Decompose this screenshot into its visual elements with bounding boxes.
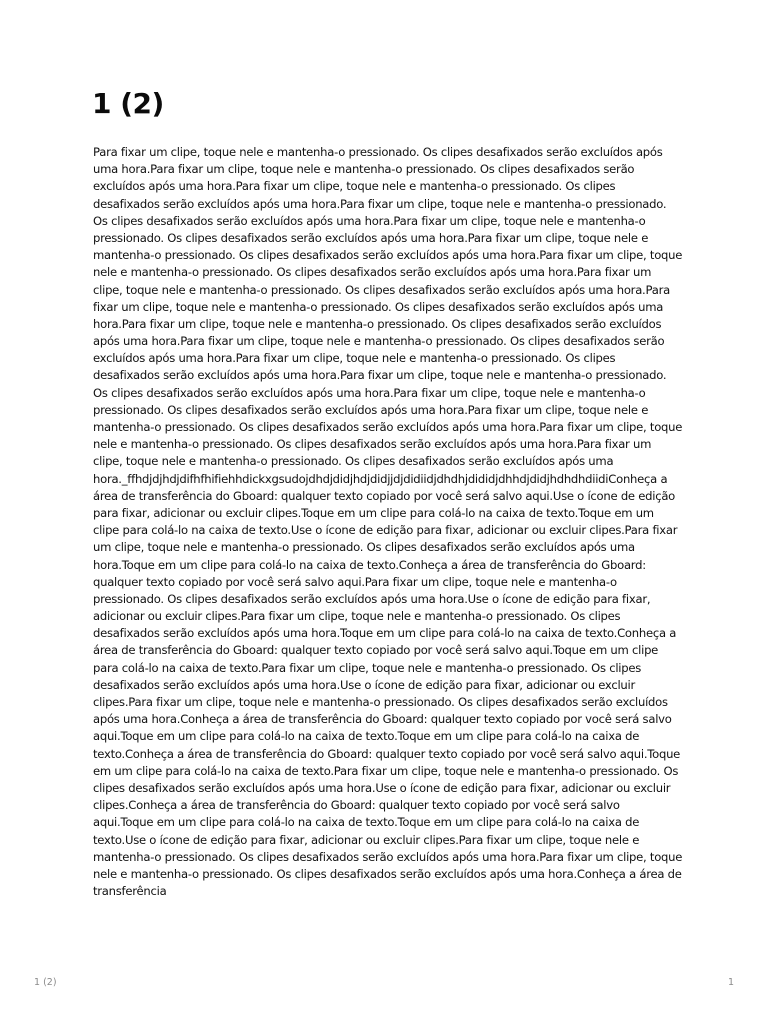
document-title: 1 (2) bbox=[92, 87, 164, 120]
footer-document-name: 1 (2) bbox=[34, 977, 57, 988]
document-body-paragraph: Para fixar um clipe, toque nele e mantenha-o pressionado. Os clipes desafixados serão excluídos após uma hora.Para fixar um clipe, toque nele e mantenha-o pressionado. Os clipes desafixados serão excluídos após uma hora.Para fixar um clipe, toque nele e mantenha-o pressionado. Os clipes desafixados serão excluídos após uma hora.Para fixar um clipe, toque nele e mantenha-o pressionado. Os clipes desafixados serão excluídos após uma hora.Para fixar um clipe, toque nele e mantenha-o pressionado. Os clipes desafixados serão excluídos após uma hora.Para fixar um clipe, toque nele e mantenha-o pressionado. Os clipes desafixados serão excluídos após uma hora.Para fixar um clipe, toque nele e mantenha-o pressionado. Os clipes desafixados serão excluídos após uma hora.Para fixar um clipe, toque nele e mantenha-o pressionado. Os clipes desafixados serão excluídos após uma hora.Para fixar um clipe, toque nele e mantenha-o pressionado. Os clipes desafixados serão excluídos após uma hora.Para fixar um clipe, toque nele e mantenha-o pressionado. Os clipes desafixados serão excluídos após uma hora.Para fixar um clipe, toque nele e mantenha-o pressionado. Os clipes desafixados serão excluídos após uma hora.Para fixar um clipe, toque nele e mantenha-o pressionado. Os clipes desafixados serão excluídos após uma hora.Para fixar um clipe, toque nele e mantenha-o pressionado. Os clipes desafixados serão excluídos após uma hora.Para fixar um clipe, toque nele e mantenha-o pressionado. Os clipes desafixados serão excluídos após uma hora.Para fixar um clipe, toque nele e mantenha-o pressionado. Os clipes desafixados serão excluídos após uma hora.Para fixar um clipe, toque nele e mantenha-o pressionado. Os clipes desafixados serão excluídos após uma hora.Para fixar um clipe, toque nele e mantenha-o pressionado. Os clipes desafixados serão excluídos após uma hora._ffhdjdjhdjdifhfhifiehhdickxgsudojdhdjdidjhdjdidjjdjdidiidjdhdhjdididjdhhdjdidjhdhdhdiidiConheça a área de transferência do Gboard: qualquer texto copiado por você será salvo aqui.Use o ícone de edição para fixar, adicionar ou excluir clipes.Toque em um clipe para colá-lo na caixa de texto.Toque em um clipe para colá-lo na caixa de texto.Use o ícone de edição para fixar, adicionar ou excluir clipes.Para fixar um clipe, toque nele e mantenha-o pressionado. Os clipes desafixados serão excluídos após uma hora.Toque em um clipe para colá-lo na caixa de texto.Conheça a área de transferência do Gboard: qualquer texto copiado por você será salvo aqui.Para fixar um clipe, toque nele e mantenha-o pressionado. Os clipes desafixados serão excluídos após uma hora.Use o ícone de edição para fixar, adicionar ou excluir clipes.Para fixar um clipe, toque nele e mantenha-o pressionado. Os clipes desafixados serão excluídos após uma hora.Toque em um clipe para colá-lo na caixa de texto.Conheça a área de transferência do Gboard: qualquer texto copiado por você será salvo aqui.Toque em um clipe para colá-lo na caixa de texto.Para fixar um clipe, toque nele e mantenha-o pressionado. Os clipes desafixados serão excluídos após uma hora.Use o ícone de edição para fixar, adicionar ou excluir clipes.Para fixar um clipe, toque nele e mantenha-o pressionado. Os clipes desafixados serão excluídos após uma hora.Conheça a área de transferência do Gboard: qualquer texto copiado por você será salvo aqui.Toque em um clipe para colá-lo na caixa de texto.Toque em um clipe para colá-lo na caixa de texto.Conheça a área de transferência do Gboard: qualquer texto copiado por você será salvo aqui.Toque em um clipe para colá-lo na caixa de texto.Para fixar um clipe, toque nele e mantenha-o pressionado. Os clipes desafixados serão excluídos após uma hora.Use o ícone de edição para fixar, adicionar ou excluir clipes.Conheça a área de transferência do Gboard: qualquer texto copiado por você será salvo aqui.Toque em um clipe para colá-lo na caixa de texto.Toque em um clipe para colá-lo na caixa de texto.Use o ícone de edição para fixar, adicionar ou excluir clipes.Para fixar um clipe, toque nele e mantenha-o pressionado. Os clipes desafixados serão excluídos após uma hora.Para fixar um clipe, toque nele e mantenha-o pressionado. Os clipes desafixados serão excluídos após uma hora.Conheça a área de transferência bbox=[93, 145, 683, 899]
footer-page-number: 1 bbox=[727, 977, 734, 988]
